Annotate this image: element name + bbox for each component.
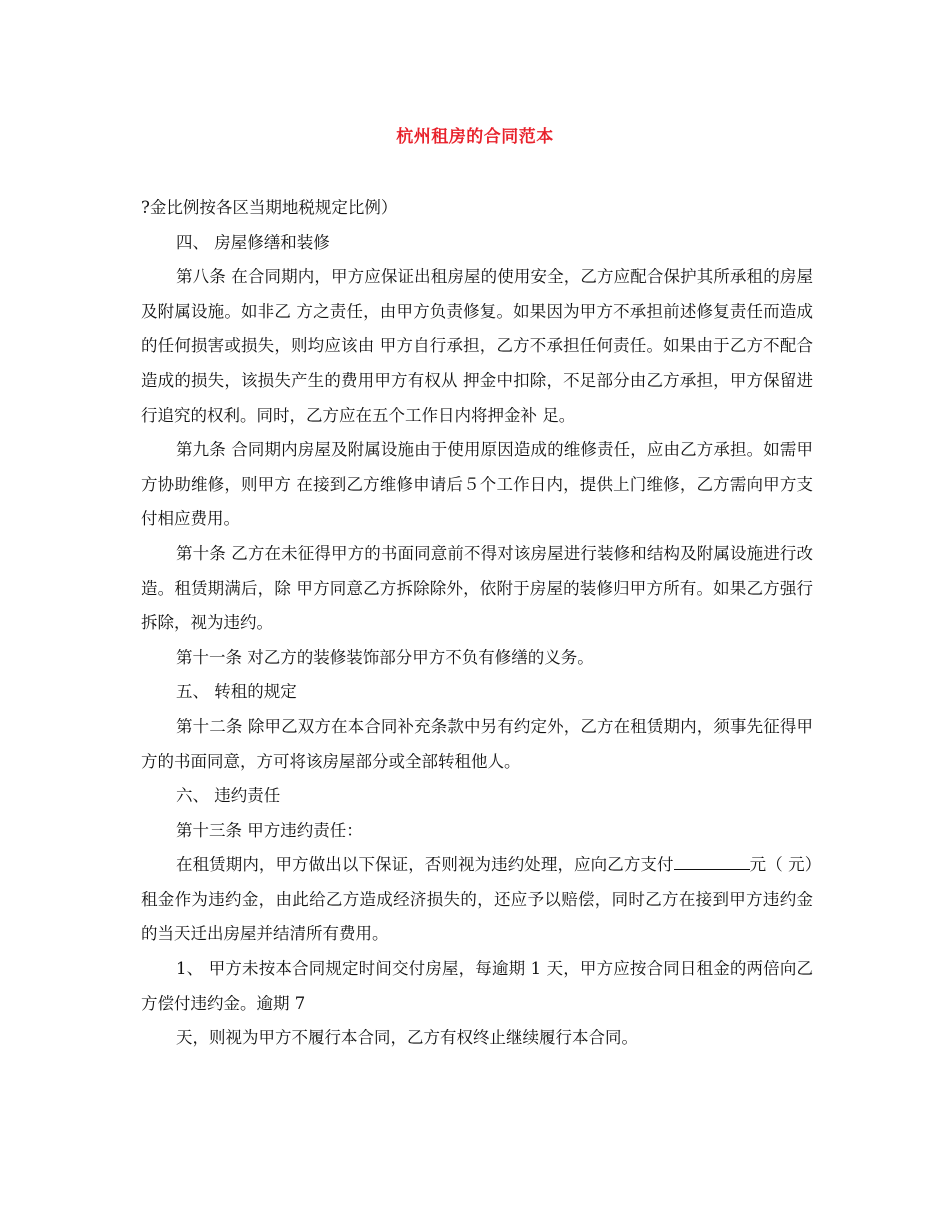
article-12: 第十二条 除甲乙双方在本合同补充条款中另有约定外，乙方在租赁期内，须事先征得甲方的书面同意，方可将该房屋部分或全部转租他人。 [141,716,813,771]
section-heading-repair: 四、 房屋修缮和装修 [176,232,330,252]
paragraph-penalty-lead: 在租赁期内，甲方做出以下保证，否则视为违约处理，应向乙方支付 [176,855,674,875]
article-9: 第九条 合同期内房屋及附属设施由于使用原因造成的维修责任，应由乙方承担。如需甲方协助维修，则甲方 在接到乙方维修申请后５个工作日内，提供上门维修，乙方需向甲方支付相应费用。 [141,440,813,529]
amount-blank-line [674,851,750,870]
paragraph-penalty-rest: 元（ 元）租金作为违约金，由此给乙方造成经济损失的，还应予以赔偿，同时乙方在接到甲方违约金的当天迁出房屋并结清所有费用。 [141,855,814,944]
article-11: 第十一条 对乙方的装修装饰部分甲方不负有修缮的义务。 [176,647,594,667]
section-heading-breach: 六、 违约责任 [176,786,281,806]
clause-1: 1、 甲方未按本合同规定时间交付房屋，每逾期 1 天，甲方应按合同日租金的两倍向乙方偿付违约金。逾期 7 [141,959,813,1013]
article-10: 第十条 乙方在未征得甲方的书面同意前不得对该房屋进行装修和结构及附属设施进行改造。租赁期满后，除 甲方同意乙方拆除除外，依附于房屋的装修归甲方所有。如果乙方强行拆除，视为违约。 [141,543,813,633]
section-heading-sublease: 五、 转租的规定 [176,682,297,702]
article-13: 第十三条 甲方违约责任： [176,820,363,840]
document-body [141,191,813,1056]
paragraph-penalty [141,848,813,952]
document-title: 杭州租房的合同范本 [396,127,554,147]
paragraph-tax-note: ?金比例按各区当期地税规定比例） [141,198,398,217]
article-8: 第八条 在合同期内，甲方应保证出租房屋的使用安全，乙方应配合保护其所承租的房屋及附属设施。如非乙 方之责任，由甲方负责修复。如果因为甲方不承担前述修复责任而造成的任何损害或损失，则均应该由 甲方自行承担，乙方不承担任何责任。如果由于乙方不配合造成的损失，该损失产生的费用甲方有权从 押金中扣除，不足部分由乙方承担，甲方保留进行追究的权利。同时，乙方应在五个工作日内将押金补 足。 [141,267,813,425]
clause-1-continued: 天，则视为甲方不履行本合同，乙方有权终止继续履行本合同。 [176,1028,638,1048]
